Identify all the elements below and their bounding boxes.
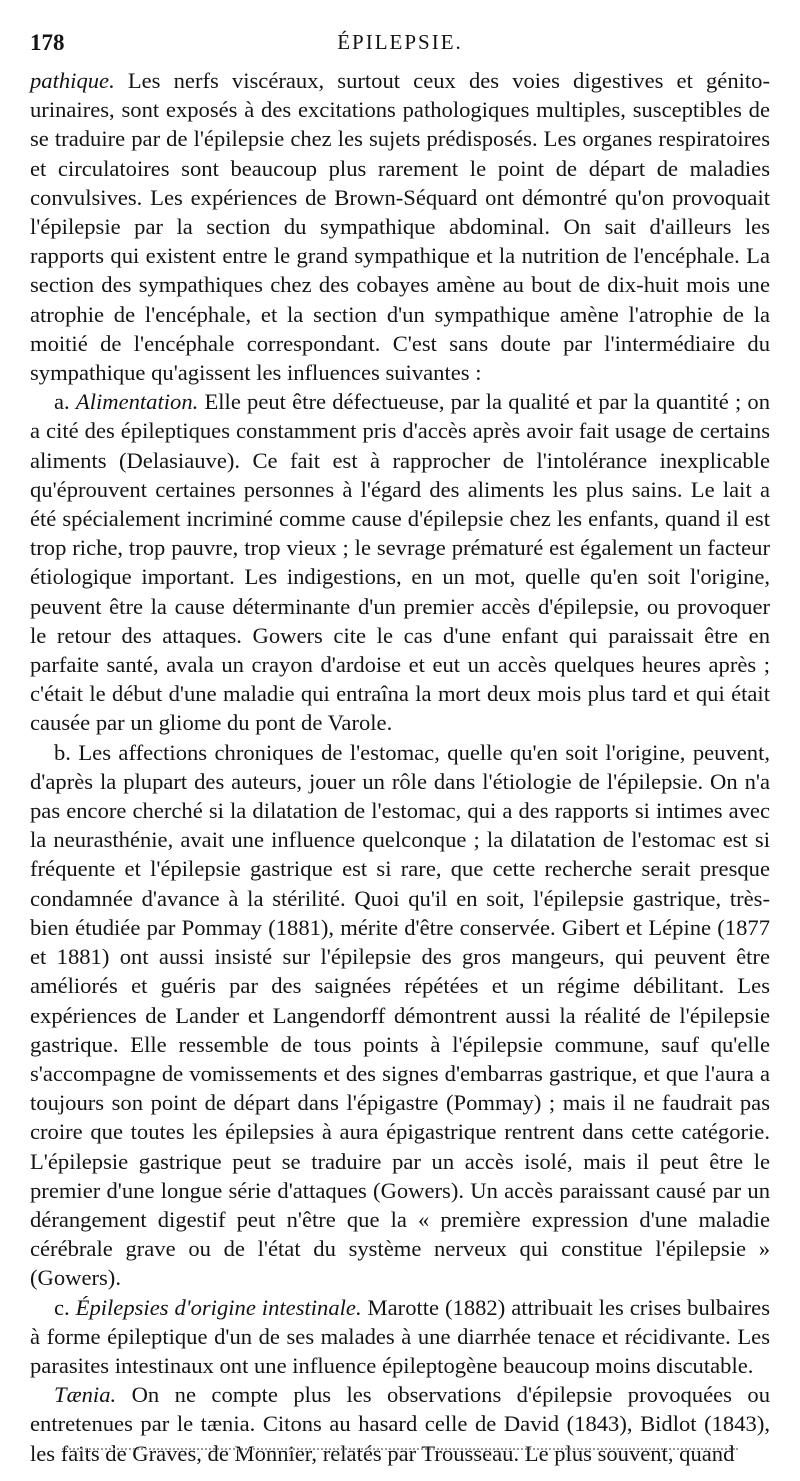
paragraph-intestinale xyxy=(30,1293,770,1381)
running-title: ÉPILEPSIE. xyxy=(337,30,463,54)
paragraph-label: Alimentation. xyxy=(75,389,199,415)
paragraph-continuation xyxy=(30,66,770,387)
paragraph-estomac xyxy=(30,738,770,1293)
paragraph-label: pathique. xyxy=(30,68,115,93)
paragraph-text: On ne compte plus les observations d'épilepsie provoquées ou entretenues par le tænia. Citons au hasard celle de David (1843), Bidlot (1843), les faits de Graves, de Monnier, relatés par Trousseau. Le plus souvent, quand xyxy=(30,1382,770,1466)
paragraph-prefix: a. xyxy=(54,389,76,415)
paragraph-prefix: b. xyxy=(54,739,79,765)
paragraph-text: Les affections chroniques de l'estomac, quelle qu'en soit l'origine, peuvent, d'après la plupart des auteurs, jouer un rôle dans l'étiologie de l'épilepsie. On n'a pas encore cherché si la dilatation de l'estomac, qui a des rapports si intimes avec la neurasthénie, avait une influence quelconque ; la dilatation de l'estomac est si fréquente et l'épilepsie gastrique est si rare, que cette recherche serait presque condamnée d'avance à la stérilité. Quoi qu'il en soit, l'épilepsie gastrique, très-bien étudiée par Pommay (1881), mérite d'être conservée. Gibert et Lépine (1877 et 1881) ont aussi insisté sur l'épilepsie des gros mangeurs, qui peuvent être améliorés et guéris par des saignées répétées et un régime débilitant. Les expériences de Lander et Langendorff démontrent aussi la réalité de l'épilepsie gastrique. Elle ressemble de tous points à l'épilepsie commune, sauf qu'elle s'accompagne de vomissements et des signes d'embarras gastrique, et que l'aura a toujours son point de départ dans l'épigastre (Pommay) ; mais il ne faudrait pas croire que toutes les épilepsies à aura épigastrique rentrent dans cette catégorie. L'épilepsie gastrique peut se traduire par un accès isolé, mais il peut être le premier d'une longue série d'attaques (Gowers). Un accès paraissant causé par un dérangement digestif peut n'être que la « première expression d'une maladie cérébrale grave ou de l'état du système nerveux qui constitue l'épilepsie » (Gowers). xyxy=(30,739,770,1291)
footer-rule xyxy=(62,1448,738,1450)
page-header xyxy=(30,30,770,62)
paragraph-text: Marotte (1882) attribuait les crises bulbaires à forme épileptique d'un de ses malades à une diarrhée tenace et récidivante. Les parasites intestinaux ont une influence épileptogène beaucoup moins discutable. xyxy=(30,1294,770,1378)
paragraph-prefix: c. xyxy=(54,1294,76,1320)
body-text xyxy=(30,66,770,1468)
paragraph-label: Épilepsies d'origine intestinale. xyxy=(75,1294,362,1320)
paragraph-text: Les nerfs viscéraux, surtout ceux des voies digestives et génito-urinaires, sont exposés à des excitations pathologiques multiples, susceptibles de se traduire par de l'épilepsie chez les sujets prédisposés. Les organes respiratoires et circulatoires sont beaucoup plus rarement le point de départ de maladies convulsives. Les expériences de Brown-Séquard ont démontré qu'on provoquait l'épilepsie par la section du sympathique abdominal. On sait d'ailleurs les rapports qui existent entre le grand sympathique et la nutrition de l'encéphale. La section des sympathiques chez des cobayes amène au bout de dix-huit mois une atrophie de l'encéphale, et la section d'un sympathique amène l'atrophie de la moitié de l'encéphale correspondant. C'est sans doute par l'intermédiaire du sympathique qu'agissent les influences suivantes : xyxy=(30,68,770,386)
paragraph-alimentation xyxy=(30,387,770,737)
page-number: 178 xyxy=(30,30,65,55)
paragraph-taenia xyxy=(30,1380,770,1468)
paragraph-text: Elle peut être défectueuse, par la qualité et par la quantité ; on a cité des épileptiques constamment pris d'accès après avoir fait usage de certains aliments (Delasiauve). Ce fait est à rapprocher de l'intolérance inexplicable qu'éprouvent certaines personnes à l'égard des aliments les plus sains. Le lait a été spécialement incriminé comme cause d'épilepsie chez les enfants, quand il est trop riche, trop pauvre, trop vieux ; le sevrage prématuré est également un facteur étiologique important. Les indigestions, en un mot, quelle qu'en soit l'origine, peuvent être la cause déterminante d'un premier accès d'épilepsie, ou provoquer le retour des attaques. Gowers cite le cas d'une enfant qui paraissait être en parfaite santé, avala un crayon d'ardoise et eut un accès quelques heures après ; c'était le début d'une maladie qui entraîna la mort deux mois plus tard et qui était causée par un gliome du pont de Varole. xyxy=(30,389,771,736)
paragraph-label: Tænia. xyxy=(54,1382,117,1408)
